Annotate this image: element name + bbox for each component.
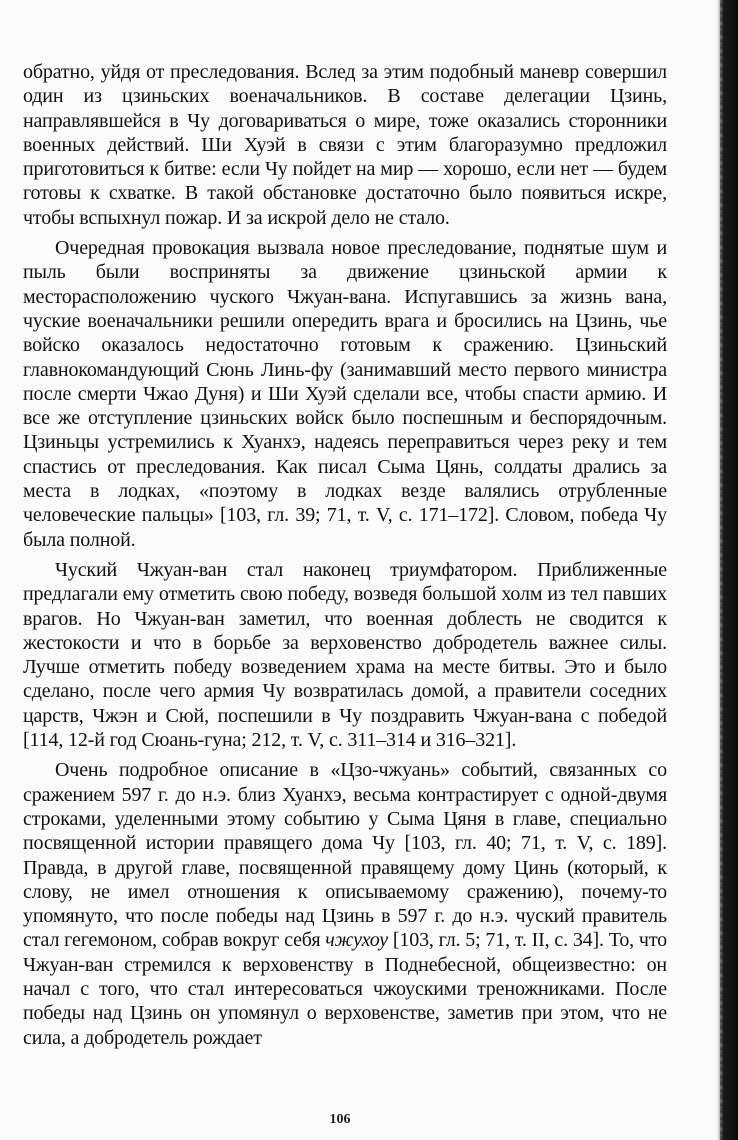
paragraph-2: Очередная провокация вызвала новое преследование, поднятые шум и пыль были восприняты за движение цзиньской армии к месторасположению чуского Чжуан-вана. Испугавшись за жизнь вана, чуские военачальники решили опередить врага и бросились на Цзинь, чье войско оказалось недостаточно готовым к сражению. Цзиньский главнокомандующий Сюнь Линь-фу (занимавший место первого министра после смерти Чжао Дуня) и Ши Хуэй сделали все, чтобы спасти армию. И все же отступление цзиньских войск было поспешным и беспорядочным. Цзиньцы устремились к Хуанхэ, надеясь переправиться через реку и тем спастись от преследования. Как писал Сыма Цянь, солдаты дрались за места в лодках, «поэтому в лодках везде валялись отрубленные человеческие пальцы» [103, гл. 39; 71, т. V, с. 171–172]. Словом, победа Чу была полной. <box>23 237 667 551</box>
paragraph-1: обратно, уйдя от преследования. Вслед за этим подобный маневр совершил один из цзиньских военачальников. В составе делегации Цзинь, направлявшейся в Чу договариваться о мире, тоже оказались сторонники военных действий. Ши Хуэй в связи с этим благоразумно предложил приготовиться к битве: если Чу пойдет на мир — хорошо, если нет — будем готовы к схватке. В такой обстановке достаточно было появиться искре, чтобы вспыхнул пожар. И за искрой дело не стало. <box>23 61 667 229</box>
scan-binding-shadow <box>716 0 738 1140</box>
paragraph-4-italic-term: чжухоу <box>325 929 388 952</box>
paragraph-4-text-before: Очень подробное описание в «Цзо-чжуань» событий, связанных со сражением 597 г. до н.э. близ Хуанхэ, весьма контрастирует с одной-двумя строками, уделенными этому событию у Сыма Цяня в главе, специально посвященной истории правящего дома Чу [103, гл. 40; 71, т. V, с. 189]. Правда, в другой главе, посвященной правящему дому Цинь (который, к слову, не имел отношения к описываемому сражению), почему-то упомянуто, что после победы над Цзинь в 597 г. до н.э. чуский правитель стал гегемоном, собрав вокруг себя <box>23 759 667 952</box>
body-text <box>23 60 667 1050</box>
paragraph-4 <box>23 758 667 1050</box>
paragraph-4-text-after: [103, гл. 5; 71, т. II, с. 34]. То, что Чжуан-ван стремился к верховенству в Поднебесной, общеизвестно: он начал с того, что стал интересоваться чжоускими треножниками. После победы над Цзинь он упомянул о верховенстве, заметив при этом, что не сила, а добродетель рождает <box>23 929 667 1049</box>
paragraph-3: Чуский Чжуан-ван стал наконец триумфатором. Приближенные предлагали ему отметить свою победу, возведя большой холм из тел павших врагов. Но Чжуан-ван заметил, что военная доблесть не сводится к жестокости и что в борьбе за верховенство добродетель важнее силы. Лучше отметить победу возведением храма на месте битвы. Это и было сделано, после чего армия Чу возвратилась домой, а правители соседних царств, Чжэн и Сюй, поспешили в Чу поздравить Чжуан-вана с победой [114, 12-й год Сюань-гуна; 212, т. V, с. 311–314 и 316–321]. <box>23 558 667 752</box>
page-number: 106 <box>329 1112 351 1127</box>
